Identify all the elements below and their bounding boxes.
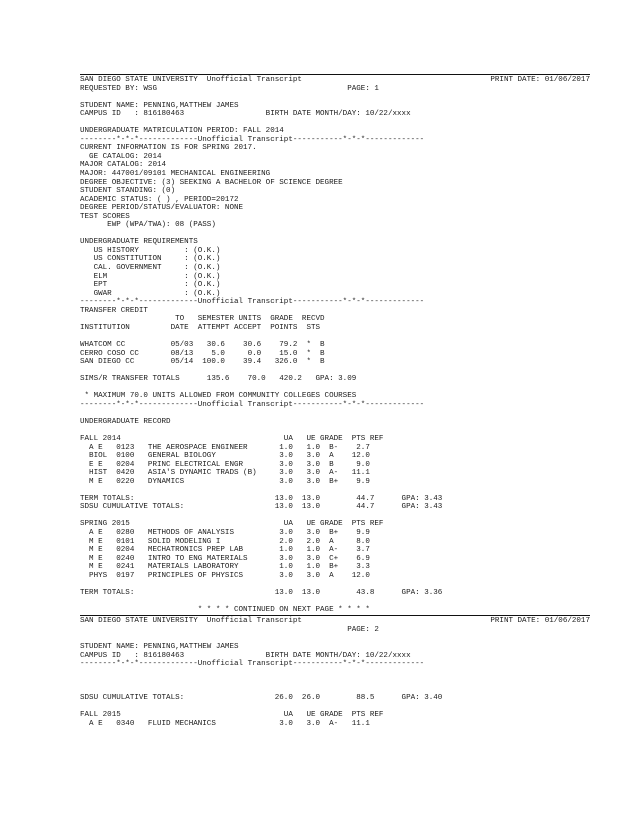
transcript-line: HIST 0420 ASIA'S DYNAMIC TRADS (B) 3.0 3.0 A- 11.1 bbox=[80, 469, 370, 478]
transcript-line: SPRING 2015 UA UE GRADE PTS REF bbox=[80, 520, 384, 529]
transcript-line: M E 0240 INTRO TO ENG MATERIALS 3.0 3.0 C+ 6.9 bbox=[80, 554, 370, 563]
transcript-line: ACADEMIC STATUS: ( ) , PERIOD=20172 bbox=[80, 195, 239, 204]
transcript-document bbox=[80, 74, 590, 729]
transcript-line: CAMPUS ID : 816180463 BIRTH DATE MONTH/DAY: 10/22/xxxx bbox=[80, 651, 411, 660]
transcript-line bbox=[80, 686, 590, 695]
transcript-line bbox=[80, 635, 590, 644]
transcript-line: --------*-*-*-------------Unofficial Transcript-----------*-*-*------------- bbox=[80, 400, 425, 409]
transcript-line: FALL 2014 UA UE GRADE PTS REF bbox=[80, 434, 384, 443]
transcript-line: A E 0123 THE AEROSPACE ENGINEER 1.0 1.0 B- 2.7 bbox=[80, 443, 370, 452]
page-1-top-rule bbox=[80, 74, 590, 75]
transcript-line: --------*-*-*-------------Unofficial Transcript-----------*-*-*------------- bbox=[80, 135, 425, 144]
transcript-line: A E 0340 FLUID MECHANICS 3.0 3.0 A- 11.1 bbox=[80, 720, 370, 729]
transcript-line: BIOL 0100 GENERAL BIOLOGY 3.0 3.0 A 12.0 bbox=[80, 452, 370, 461]
transcript-line bbox=[80, 677, 590, 686]
transcript-line: MAJOR: 447001/09101 MECHANICAL ENGINEERING bbox=[80, 170, 271, 179]
transcript-line: M E 0220 DYNAMICS 3.0 3.0 B+ 9.9 bbox=[80, 477, 370, 486]
transcript-line: TERM TOTALS: 13.0 13.0 44.7 GPA: 3.43 bbox=[80, 494, 443, 503]
transcript-line: UNDERGRADUATE RECORD bbox=[80, 417, 171, 426]
transcript-line: * * * * CONTINUED ON NEXT PAGE * * * * bbox=[80, 605, 370, 614]
transcript-line: TERM TOTALS: 13.0 13.0 43.8 GPA: 3.36 bbox=[80, 588, 443, 597]
transcript-line: TO SEMESTER UNITS GRADE RECVD bbox=[80, 315, 325, 324]
transcript-line bbox=[80, 384, 590, 393]
transcript-line: STUDENT NAME: PENNING,MATTHEW JAMES bbox=[80, 101, 239, 110]
transcript-line bbox=[80, 486, 590, 495]
transcript-line: STUDENT STANDING: (0) bbox=[80, 187, 176, 196]
transcript-line: A E 0280 METHODS OF ANALYSIS 3.0 3.0 B+ 9.9 bbox=[80, 528, 370, 537]
transcript-line bbox=[80, 409, 590, 418]
transcript-line bbox=[80, 512, 590, 521]
transcript-line: CAL. GOVERNMENT : (O.K.) bbox=[80, 264, 221, 273]
transcript-line: --------*-*-*-------------Unofficial Transcript-----------*-*-*------------- bbox=[80, 298, 425, 307]
transcript-line: CERRO COSO CC 08/13 5.0 0.0 15.0 * B bbox=[80, 349, 325, 358]
transcript-line: REQUESTED BY: WSG PAGE: 1 bbox=[80, 84, 379, 93]
transcript-line bbox=[80, 367, 590, 376]
transcript-line: E E 0204 PRINC ELECTRICAL ENGR 3.0 3.0 B 9.0 bbox=[80, 460, 370, 469]
transcript-line: --------*-*-*-------------Unofficial Transcript-----------*-*-*------------- bbox=[80, 660, 425, 669]
print-date: PRINT DATE: 01/06/2017 bbox=[490, 76, 590, 84]
transcript-line: PHYS 0197 PRINCIPLES OF PHYSICS 3.0 3.0 A 12.0 bbox=[80, 571, 370, 580]
transcript-line: * MAXIMUM 70.0 UNITS ALLOWED FROM COMMUNITY COLLEGES COURSES bbox=[80, 392, 357, 401]
transcript-line bbox=[80, 119, 590, 128]
transcript-line: US CONSTITUTION : (O.K.) bbox=[80, 255, 221, 264]
transcript-line: TRANSFER CREDIT bbox=[80, 306, 148, 315]
transcript-line: CURRENT INFORMATION IS FOR SPRING 2017. bbox=[80, 144, 257, 153]
transcript-line: SAN DIEGO STATE UNIVERSITY Unofficial Transcript bbox=[80, 76, 302, 84]
transcript-line bbox=[80, 332, 590, 341]
transcript-line bbox=[80, 580, 590, 589]
transcript-line: WHATCOM CC 05/03 30.6 30.6 79.2 * B bbox=[80, 340, 325, 349]
print-date-page-2: PRINT DATE: 01/06/2017 bbox=[490, 617, 590, 626]
transcript-line bbox=[80, 93, 590, 102]
transcript-page-1 bbox=[80, 76, 590, 614]
transcript-line: SDSU CUMULATIVE TOTALS: 26.0 26.0 88.5 GPA: 3.40 bbox=[80, 694, 443, 703]
transcript-line: SIMS/R TRANSFER TOTALS 135.6 70.0 420.2 GPA: 3.09 bbox=[80, 375, 357, 384]
transcript-line: ELM : (O.K.) bbox=[80, 272, 221, 281]
transcript-line: M E 0204 MECHATRONICS PREP LAB 1.0 1.0 A- 3.7 bbox=[80, 546, 370, 555]
transcript-line bbox=[80, 426, 590, 435]
transcript-line: UNDERGRADUATE REQUIREMENTS bbox=[80, 238, 198, 247]
page-break-rule bbox=[80, 615, 590, 616]
transcript-line bbox=[80, 597, 590, 606]
transcript-line: UNDERGRADUATE MATRICULATION PERIOD: FALL 2014 bbox=[80, 127, 284, 136]
transcript-line bbox=[80, 703, 590, 712]
transcript-line: SAN DIEGO STATE UNIVERSITY Unofficial Transcript bbox=[80, 617, 302, 626]
transcript-page-2 bbox=[80, 617, 590, 728]
transcript-line: DEGREE PERIOD/STATUS/EVALUATOR: NONE bbox=[80, 204, 244, 213]
transcript-line: EPT : (O.K.) bbox=[80, 281, 221, 290]
transcript-line bbox=[80, 230, 590, 239]
transcript-line: MAJOR CATALOG: 2014 bbox=[80, 161, 167, 170]
transcript-line: M E 0101 SOLID MODELING I 2.0 2.0 A 8.0 bbox=[80, 537, 370, 546]
transcript-line: FALL 2015 UA UE GRADE PTS REF bbox=[80, 711, 384, 720]
transcript-line bbox=[80, 669, 590, 678]
transcript-line: DEGREE OBJECTIVE: (3) SEEKING A BACHELOR OF SCIENCE DEGREE bbox=[80, 178, 343, 187]
transcript-line: EWP (WPA/TWA): 08 (PASS) bbox=[80, 221, 216, 230]
transcript-line: GE CATALOG: 2014 bbox=[80, 152, 162, 161]
transcript-line: TEST SCORES bbox=[80, 212, 130, 221]
transcript-line: M E 0241 MATERIALS LABORATORY 1.0 1.0 B+ 3.3 bbox=[80, 563, 370, 572]
transcript-line: SDSU CUMULATIVE TOTALS: 13.0 13.0 44.7 GPA: 3.43 bbox=[80, 503, 443, 512]
transcript-line: US HISTORY : (O.K.) bbox=[80, 246, 221, 255]
transcript-line: GWAR : (O.K.) bbox=[80, 289, 221, 298]
transcript-line: INSTITUTION DATE ATTEMPT ACCEPT POINTS STS bbox=[80, 323, 321, 332]
transcript-line: CAMPUS ID : 816180463 BIRTH DATE MONTH/DAY: 10/22/xxxx bbox=[80, 110, 411, 119]
transcript-line: STUDENT NAME: PENNING,MATTHEW JAMES bbox=[80, 643, 239, 652]
transcript-line: PAGE: 2 bbox=[80, 626, 379, 634]
transcript-line: SAN DIEGO CC 05/14 100.0 39.4 326.0 * B bbox=[80, 358, 325, 367]
